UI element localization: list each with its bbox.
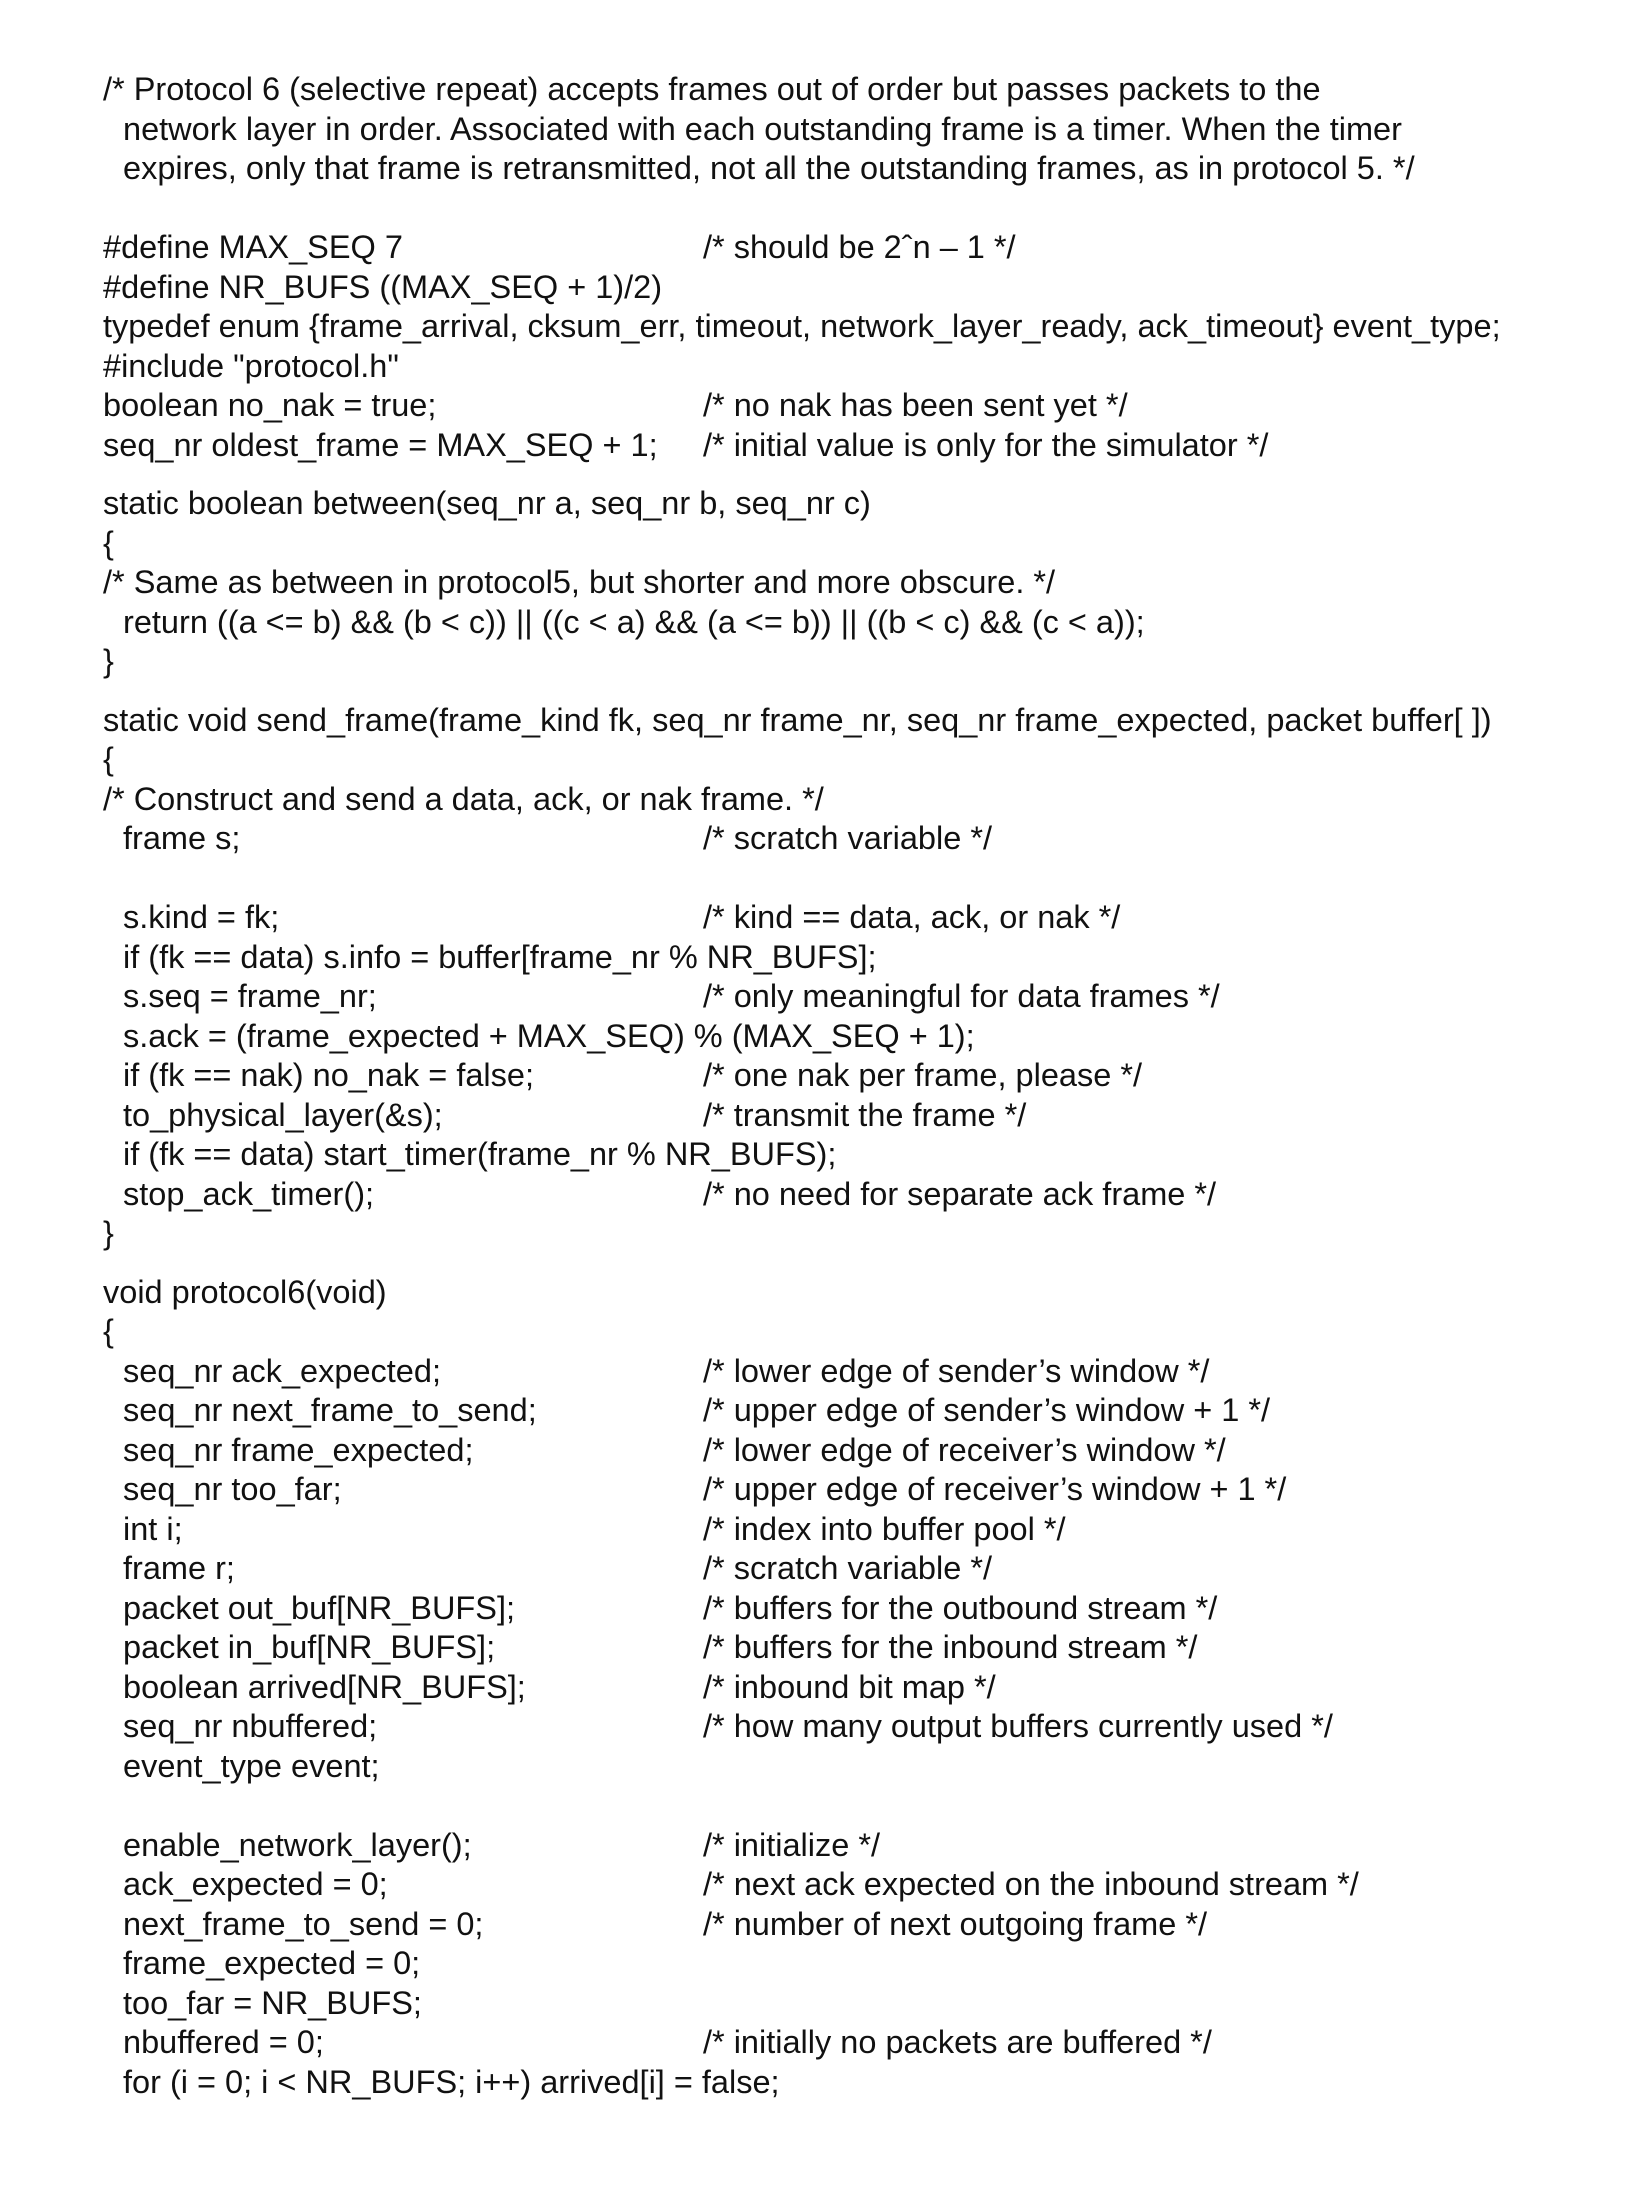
code-comment: /* transmit the frame */ — [703, 1096, 1027, 1133]
code-comment: /* lower edge of sender’s window */ — [703, 1352, 1210, 1389]
code-line — [103, 1431, 1603, 1471]
code-line — [103, 1905, 1603, 1945]
code-comment: /* scratch variable */ — [703, 820, 993, 856]
code-comment: /* how many output buffers currently used */ — [703, 1708, 1333, 1744]
code-text: seq_nr too_far; — [123, 1471, 342, 1507]
code-comment: /* initially no packets are buffered */ — [703, 2024, 1212, 2060]
header-comment-line — [103, 149, 1603, 189]
code-line — [103, 1984, 1603, 2024]
code-line — [103, 2063, 1603, 2103]
code-line — [103, 1865, 1603, 1905]
code-comment: /* index into buffer pool */ — [703, 1510, 1066, 1547]
code-text: ack_expected = 0; — [123, 1866, 388, 1902]
code-text: stop_ack_timer(); — [123, 1175, 375, 1212]
code-line — [103, 1589, 1603, 1629]
code-line — [103, 780, 1603, 820]
code-listing — [103, 70, 1603, 2102]
code-line — [103, 524, 1603, 564]
code-line — [103, 740, 1603, 780]
code-text: seq_nr frame_expected; — [123, 1431, 474, 1468]
code-text: nbuffered = 0; — [123, 2024, 324, 2060]
code-text: packet out_buf[NR_BUFS]; — [123, 1589, 515, 1626]
code-line — [103, 977, 1603, 1017]
code-text: for (i = 0; i < NR_BUFS; i++) arrived[i] = false; — [123, 2063, 780, 2100]
code-comment: /* buffers for the outbound stream */ — [703, 1589, 1218, 1626]
code-comment: /* initialize */ — [703, 1826, 881, 1863]
code-line — [103, 603, 1603, 643]
code-line — [103, 1214, 1603, 1254]
code-text: void protocol6(void) — [103, 1273, 387, 1310]
code-comment: /* lower edge of receiver’s window */ — [703, 1431, 1226, 1468]
code-line — [103, 386, 1603, 426]
code-line — [103, 1510, 1603, 1550]
code-text: frame_expected = 0; — [123, 1945, 421, 1981]
code-comment: /* buffers for the inbound stream */ — [703, 1629, 1198, 1665]
header-comment-line — [103, 70, 1603, 110]
code-comment: /* no nak has been sent yet */ — [703, 387, 1128, 423]
code-text: if (fk == nak) no_nak = false; — [123, 1057, 534, 1093]
code-line — [103, 347, 1603, 387]
code-line — [103, 898, 1603, 938]
code-line — [103, 1944, 1603, 1984]
code-text: /* Same as between in protocol5, but shorter and more obscure. */ — [103, 564, 1056, 600]
code-text: seq_nr ack_expected; — [123, 1352, 441, 1389]
code-comment: /* next ack expected on the inbound stream */ — [703, 1866, 1359, 1902]
code-text: int i; — [123, 1510, 183, 1547]
header-comment-line — [103, 110, 1603, 150]
code-comment: /* kind == data, ack, or nak */ — [703, 899, 1121, 935]
code-comment: /* upper edge of receiver’s window + 1 */ — [703, 1471, 1287, 1507]
code-text: { — [103, 524, 114, 561]
code-line — [103, 268, 1603, 308]
code-text: s.seq = frame_nr; — [123, 978, 377, 1014]
code-text: static void send_frame(frame_kind fk, seq_nr frame_nr, seq_nr frame_expected, packet buffer[ ]) — [103, 701, 1492, 738]
code-text: packet in_buf[NR_BUFS]; — [123, 1629, 496, 1665]
code-line — [103, 701, 1603, 741]
code-line — [103, 1273, 1603, 1313]
code-text: #define NR_BUFS ((MAX_SEQ + 1)/2) — [103, 268, 663, 305]
code-text: /* Construct and send a data, ack, or nak frame. */ — [103, 780, 824, 817]
code-line — [103, 1668, 1603, 1708]
code-text: return ((a <= b) && (b < c)) || ((c < a) && (a <= b)) || ((b < c) && (c < a)); — [123, 603, 1145, 640]
code-line — [103, 1391, 1603, 1431]
code-text: s.kind = fk; — [123, 899, 280, 935]
code-comment: /* number of next outgoing frame */ — [703, 1905, 1208, 1942]
code-line — [103, 1312, 1603, 1352]
code-line — [103, 1175, 1603, 1215]
code-text: boolean arrived[NR_BUFS]; — [123, 1668, 526, 1705]
code-text: too_far = NR_BUFS; — [123, 1984, 422, 2021]
code-text: enable_network_layer(); — [123, 1826, 472, 1863]
code-line — [103, 1135, 1603, 1175]
code-line — [103, 2023, 1603, 2063]
code-text: #define MAX_SEQ 7 — [103, 229, 403, 265]
code-line — [103, 1352, 1603, 1392]
code-comment: /* initial value is only for the simulator */ — [703, 426, 1269, 463]
code-comment: /* inbound bit map */ — [703, 1668, 996, 1705]
code-text: typedef enum {frame_arrival, cksum_err, timeout, network_layer_ready, ack_timeout} event_type; — [103, 308, 1501, 344]
code-text: { — [103, 741, 114, 777]
code-line — [103, 307, 1603, 347]
comment-text: /* Protocol 6 (selective repeat) accepts frames out of order but passes packets to the — [103, 71, 1321, 107]
code-text: seq_nr nbuffered; — [123, 1708, 378, 1744]
code-line — [103, 1096, 1603, 1136]
code-text: static boolean between(seq_nr a, seq_nr b, seq_nr c) — [103, 485, 871, 521]
code-text: next_frame_to_send = 0; — [123, 1905, 484, 1942]
comment-text: expires, only that frame is retransmitted, not all the outstanding frames, as in protocol 5. */ — [123, 150, 1415, 186]
code-line — [103, 1707, 1603, 1747]
code-text: if (fk == data) s.info = buffer[frame_nr % NR_BUFS]; — [123, 938, 877, 975]
code-text: to_physical_layer(&s); — [123, 1096, 443, 1133]
code-comment: /* one nak per frame, please */ — [703, 1057, 1143, 1093]
code-text: } — [103, 1215, 114, 1251]
code-text: boolean no_nak = true; — [103, 387, 437, 423]
code-text: s.ack = (frame_expected + MAX_SEQ) % (MAX_SEQ + 1); — [123, 1017, 975, 1054]
code-line — [103, 484, 1603, 524]
code-text: #include "protocol.h" — [103, 347, 399, 384]
code-line — [103, 1017, 1603, 1057]
code-line — [103, 1549, 1603, 1589]
code-line — [103, 1628, 1603, 1668]
code-line — [103, 228, 1603, 268]
code-text: seq_nr oldest_frame = MAX_SEQ + 1; — [103, 426, 658, 463]
code-line — [103, 1056, 1603, 1096]
code-line — [103, 563, 1603, 603]
code-text: seq_nr next_frame_to_send; — [123, 1392, 537, 1428]
code-comment: /* upper edge of sender’s window + 1 */ — [703, 1392, 1271, 1428]
code-comment: /* should be 2ˆn – 1 */ — [703, 229, 1016, 265]
code-line — [103, 938, 1603, 978]
code-comment: /* no need for separate ack frame */ — [703, 1175, 1217, 1212]
code-line — [103, 1470, 1603, 1510]
code-text: frame r; — [123, 1550, 235, 1586]
code-line — [103, 642, 1603, 682]
code-comment: /* only meaningful for data frames */ — [703, 978, 1220, 1014]
code-text: { — [103, 1313, 114, 1349]
comment-text: network layer in order. Associated with each outstanding frame is a timer. When the timer — [123, 110, 1402, 147]
code-line — [103, 426, 1603, 466]
code-text: if (fk == data) start_timer(frame_nr % NR_BUFS); — [123, 1136, 837, 1172]
code-comment: /* scratch variable */ — [703, 1550, 993, 1586]
code-line — [103, 1747, 1603, 1787]
code-line — [103, 819, 1603, 859]
code-text: frame s; — [123, 820, 241, 856]
code-text: event_type event; — [123, 1747, 380, 1784]
code-line — [103, 1826, 1603, 1866]
code-text: } — [103, 643, 114, 679]
